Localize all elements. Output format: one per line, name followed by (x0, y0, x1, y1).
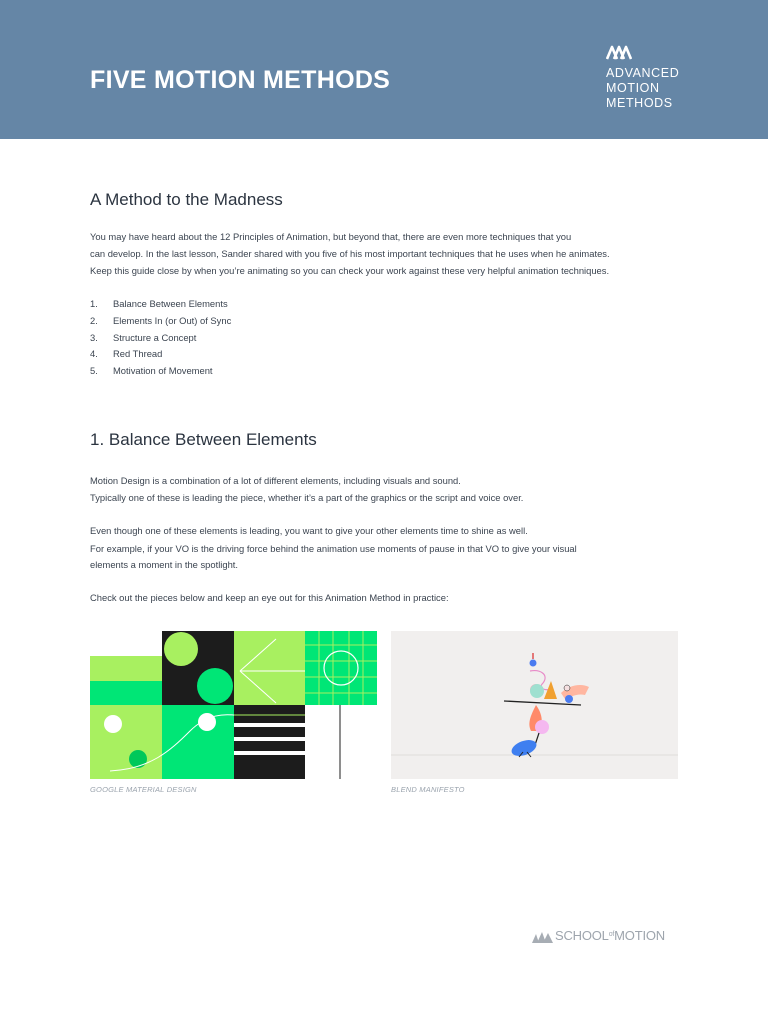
section-heading: 1. Balance Between Elements (90, 430, 317, 449)
brand-line: MOTION (606, 81, 660, 95)
image-caption: BLEND MANIFESTO (391, 785, 465, 794)
list-number: 5. (90, 365, 98, 377)
list-item (90, 313, 231, 330)
section-paragraph-line: For example, if your VO is the driving force behind the animation use moments of pause in that VO to give your visual (90, 543, 577, 554)
intro-paragraph-line: can develop. In the last lesson, Sander shared with you five of his most important techniques that he uses when he animates. (90, 248, 610, 259)
intro-heading: A Method to the Madness (90, 190, 283, 209)
methods-list (90, 296, 231, 380)
intro-paragraph-line: You may have heard about the 12 Principles of Animation, but beyond that, there are even more techniques that you (90, 231, 572, 242)
brand-line: ADVANCED (606, 66, 680, 80)
footer-brand (555, 928, 665, 943)
list-number: 2. (90, 314, 98, 326)
brand-block (606, 44, 746, 111)
advanced-motion-methods-logo-icon (606, 44, 632, 60)
list-text: Motivation of Movement (113, 365, 213, 377)
section-paragraph-line: elements a moment in the spotlight. (90, 559, 238, 570)
list-number: 3. (90, 331, 98, 343)
list-item (90, 346, 231, 363)
google-material-design-image (90, 631, 377, 779)
section-paragraph-line: Check out the pieces below and keep an eye out for this Animation Method in practice: (90, 592, 449, 603)
brand-line: METHODS (606, 96, 673, 110)
footer-brand-main: SCHOOL (555, 928, 609, 943)
footer-brand-of: of (608, 931, 615, 938)
list-text: Balance Between Elements (113, 298, 228, 309)
page-title: FIVE MOTION METHODS (90, 66, 391, 94)
list-number: 4. (90, 348, 98, 360)
list-text: Elements In (or Out) of Sync (113, 314, 232, 326)
list-item (90, 363, 231, 380)
list-text: Structure a Concept (113, 331, 197, 343)
image-caption: GOOGLE MATERIAL DESIGN (90, 785, 197, 794)
section-paragraph-line: Motion Design is a combination of a lot of different elements, including visuals and sound. (90, 475, 461, 486)
blend-manifesto-image (391, 631, 678, 779)
list-number: 1. (90, 298, 98, 309)
list-item (90, 296, 231, 313)
intro-paragraph-line: Keep this guide close by when you’re animating so you can check your work against these very helpful animation techniques. (90, 265, 610, 276)
header-banner (0, 0, 768, 139)
list-item (90, 330, 231, 347)
section-paragraph-line: Even though one of these elements is leading, you want to give your other elements time to shine as well. (90, 525, 528, 536)
list-text: Red Thread (113, 348, 163, 360)
footer-brand-end: MOTION (614, 928, 665, 943)
school-of-motion-logo-icon (532, 928, 554, 944)
section-paragraph-line: Typically one of these is leading the piece, whether it’s a part of the graphics or the script and voice over. (90, 492, 524, 503)
